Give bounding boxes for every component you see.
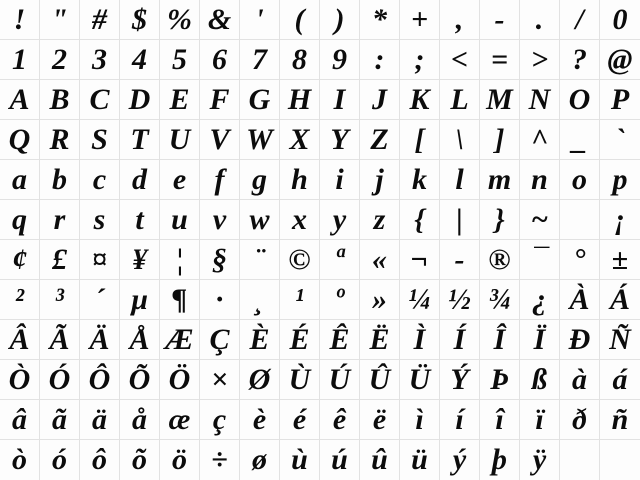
glyph-cell[interactable]: Ú	[320, 360, 360, 400]
glyph-cell[interactable]: z	[360, 200, 400, 240]
glyph-cell[interactable]: ¥	[120, 240, 160, 280]
glyph-cell[interactable]: û	[360, 440, 400, 480]
glyph-cell[interactable]: ]	[480, 120, 520, 160]
glyph-cell[interactable]: µ	[120, 280, 160, 320]
glyph-cell[interactable]: =	[480, 40, 520, 80]
glyph-cell[interactable]: ±	[600, 240, 640, 280]
glyph-cell[interactable]: Ý	[440, 360, 480, 400]
glyph-cell[interactable]: Ê	[320, 320, 360, 360]
glyph-cell[interactable]: ½	[440, 280, 480, 320]
glyph-cell[interactable]: ~	[520, 200, 560, 240]
glyph-cell[interactable]: j	[360, 160, 400, 200]
glyph-cell[interactable]: d	[120, 160, 160, 200]
glyph-cell[interactable]: ²	[0, 280, 40, 320]
glyph-cell[interactable]: ,	[440, 0, 480, 40]
glyph-cell[interactable]: {	[400, 200, 440, 240]
glyph-cell[interactable]: Å	[120, 320, 160, 360]
glyph-cell[interactable]: ®	[480, 240, 520, 280]
glyph-cell[interactable]: Î	[480, 320, 520, 360]
glyph-cell[interactable]: c	[80, 160, 120, 200]
glyph-cell[interactable]: ^	[520, 120, 560, 160]
glyph-cell[interactable]: F	[200, 80, 240, 120]
glyph-cell[interactable]: w	[240, 200, 280, 240]
glyph-cell[interactable]: h	[280, 160, 320, 200]
glyph-cell[interactable]: ß	[520, 360, 560, 400]
glyph-cell[interactable]: Q	[0, 120, 40, 160]
glyph-cell[interactable]: É	[280, 320, 320, 360]
glyph-cell[interactable]: 8	[280, 40, 320, 80]
glyph-cell[interactable]: Ã	[40, 320, 80, 360]
glyph-cell[interactable]: S	[80, 120, 120, 160]
glyph-cell[interactable]: f	[200, 160, 240, 200]
glyph-cell[interactable]: M	[480, 80, 520, 120]
glyph-cell[interactable]: ã	[40, 400, 80, 440]
glyph-cell[interactable]: Ò	[0, 360, 40, 400]
glyph-cell[interactable]: È	[240, 320, 280, 360]
glyph-cell[interactable]: e	[160, 160, 200, 200]
glyph-cell[interactable]: ê	[320, 400, 360, 440]
glyph-cell[interactable]: Ë	[360, 320, 400, 360]
glyph-cell[interactable]: ¼	[400, 280, 440, 320]
glyph-cell[interactable]: ÷	[200, 440, 240, 480]
glyph-cell[interactable]: R	[40, 120, 80, 160]
glyph-cell[interactable]: Õ	[120, 360, 160, 400]
glyph-cell[interactable]: Z	[360, 120, 400, 160]
glyph-cell[interactable]: à	[560, 360, 600, 400]
glyph-cell[interactable]: Á	[600, 280, 640, 320]
glyph-cell[interactable]: Ü	[400, 360, 440, 400]
glyph-cell[interactable]: ï	[520, 400, 560, 440]
glyph-cell[interactable]: Þ	[480, 360, 520, 400]
glyph-cell[interactable]: J	[360, 80, 400, 120]
glyph-cell[interactable]: H	[280, 80, 320, 120]
glyph-cell[interactable]: *	[360, 0, 400, 40]
glyph-cell[interactable]: x	[280, 200, 320, 240]
glyph-cell-empty	[600, 440, 640, 480]
glyph-cell[interactable]: ¬	[400, 240, 440, 280]
glyph-cell[interactable]: Â	[0, 320, 40, 360]
glyph-cell-empty	[560, 200, 600, 240]
glyph-cell[interactable]: D	[120, 80, 160, 120]
glyph-cell[interactable]: "	[40, 0, 80, 40]
glyph-cell[interactable]: )	[320, 0, 360, 40]
glyph-cell[interactable]: ;	[400, 40, 440, 80]
glyph-cell[interactable]: ¡	[600, 200, 640, 240]
glyph-cell[interactable]: W	[240, 120, 280, 160]
glyph-cell[interactable]: Ñ	[600, 320, 640, 360]
glyph-cell[interactable]: a	[0, 160, 40, 200]
glyph-cell[interactable]: ¹	[280, 280, 320, 320]
glyph-cell[interactable]: £	[40, 240, 80, 280]
glyph-cell[interactable]: q	[0, 200, 40, 240]
glyph-cell[interactable]: L	[440, 80, 480, 120]
glyph-cell[interactable]: .	[520, 0, 560, 40]
glyph-cell[interactable]: u	[160, 200, 200, 240]
glyph-cell[interactable]: ç	[200, 400, 240, 440]
glyph-cell[interactable]: y	[320, 200, 360, 240]
glyph-cell[interactable]: ü	[400, 440, 440, 480]
glyph-cell[interactable]: ÿ	[520, 440, 560, 480]
glyph-cell[interactable]: -	[480, 0, 520, 40]
glyph-cell[interactable]: ×	[200, 360, 240, 400]
glyph-cell-empty	[560, 440, 600, 480]
glyph-cell[interactable]: ¤	[80, 240, 120, 280]
glyph-cell[interactable]: ú	[320, 440, 360, 480]
glyph-cell[interactable]: @	[600, 40, 640, 80]
glyph-cell[interactable]: ¯	[520, 240, 560, 280]
glyph-cell[interactable]: ·	[200, 280, 240, 320]
glyph-cell[interactable]: Ì	[400, 320, 440, 360]
glyph-cell[interactable]: r	[40, 200, 80, 240]
glyph-cell[interactable]: :	[360, 40, 400, 80]
glyph-cell[interactable]: î	[480, 400, 520, 440]
glyph-cell[interactable]: ¾	[480, 280, 520, 320]
glyph-cell[interactable]: 0	[600, 0, 640, 40]
glyph-cell[interactable]: À	[560, 280, 600, 320]
glyph-cell[interactable]: 1	[0, 40, 40, 80]
glyph-cell[interactable]: |	[440, 200, 480, 240]
glyph-cell[interactable]: V	[200, 120, 240, 160]
glyph-cell[interactable]: '	[240, 0, 280, 40]
glyph-cell[interactable]: Ö	[160, 360, 200, 400]
glyph-cell[interactable]: Û	[360, 360, 400, 400]
glyph-cell[interactable]: °	[560, 240, 600, 280]
glyph-cell[interactable]: g	[240, 160, 280, 200]
glyph-cell[interactable]: P	[600, 80, 640, 120]
glyph-cell[interactable]: ¸	[240, 280, 280, 320]
glyph-cell[interactable]: ¶	[160, 280, 200, 320]
glyph-cell[interactable]: Æ	[160, 320, 200, 360]
glyph-cell[interactable]: á	[600, 360, 640, 400]
glyph-cell[interactable]: k	[400, 160, 440, 200]
glyph-cell[interactable]: ä	[80, 400, 120, 440]
glyph-cell[interactable]: I	[320, 80, 360, 120]
glyph-cell[interactable]: å	[120, 400, 160, 440]
glyph-cell[interactable]: +	[400, 0, 440, 40]
glyph-cell[interactable]: %	[160, 0, 200, 40]
glyph-cell[interactable]: !	[0, 0, 40, 40]
glyph-cell[interactable]: Ï	[520, 320, 560, 360]
glyph-cell[interactable]: (	[280, 0, 320, 40]
glyph-cell[interactable]: ñ	[600, 400, 640, 440]
glyph-cell[interactable]: Ç	[200, 320, 240, 360]
glyph-cell[interactable]: ø	[240, 440, 280, 480]
glyph-cell[interactable]: 6	[200, 40, 240, 80]
glyph-cell[interactable]: í	[440, 400, 480, 440]
glyph-cell[interactable]: ì	[400, 400, 440, 440]
glyph-cell[interactable]: ¢	[0, 240, 40, 280]
glyph-cell[interactable]: Ø	[240, 360, 280, 400]
glyph-cell[interactable]: º	[320, 280, 360, 320]
glyph-cell[interactable]: 3	[80, 40, 120, 80]
glyph-cell[interactable]: B	[40, 80, 80, 120]
glyph-cell[interactable]: ö	[160, 440, 200, 480]
glyph-cell[interactable]: ©	[280, 240, 320, 280]
glyph-cell[interactable]: ?	[560, 40, 600, 80]
glyph-cell[interactable]: §	[200, 240, 240, 280]
glyph-cell[interactable]: U	[160, 120, 200, 160]
glyph-cell[interactable]: i	[320, 160, 360, 200]
glyph-cell[interactable]: K	[400, 80, 440, 120]
glyph-cell[interactable]: t	[120, 200, 160, 240]
glyph-cell[interactable]: ð	[560, 400, 600, 440]
glyph-cell[interactable]: p	[600, 160, 640, 200]
glyph-cell[interactable]: l	[440, 160, 480, 200]
glyph-cell[interactable]: Ó	[40, 360, 80, 400]
glyph-cell[interactable]: >	[520, 40, 560, 80]
glyph-cell[interactable]: /	[560, 0, 600, 40]
glyph-cell[interactable]: $	[120, 0, 160, 40]
glyph-cell[interactable]: X	[280, 120, 320, 160]
glyph-cell[interactable]: ¦	[160, 240, 200, 280]
glyph-cell[interactable]: -	[440, 240, 480, 280]
glyph-cell[interactable]: }	[480, 200, 520, 240]
glyph-cell[interactable]: Ä	[80, 320, 120, 360]
glyph-cell[interactable]: ´	[80, 280, 120, 320]
glyph-cell[interactable]: ¨	[240, 240, 280, 280]
glyph-cell[interactable]: A	[0, 80, 40, 120]
glyph-cell[interactable]: #	[80, 0, 120, 40]
glyph-cell[interactable]: 5	[160, 40, 200, 80]
glyph-cell[interactable]: 7	[240, 40, 280, 80]
glyph-cell[interactable]: Ù	[280, 360, 320, 400]
glyph-cell[interactable]: o	[560, 160, 600, 200]
glyph-cell[interactable]: õ	[120, 440, 160, 480]
glyph-cell[interactable]: 9	[320, 40, 360, 80]
glyph-cell[interactable]: \	[440, 120, 480, 160]
glyph-cell[interactable]: m	[480, 160, 520, 200]
glyph-cell[interactable]: T	[120, 120, 160, 160]
glyph-cell[interactable]: s	[80, 200, 120, 240]
glyph-cell[interactable]: ¿	[520, 280, 560, 320]
glyph-cell[interactable]: 2	[40, 40, 80, 80]
glyph-cell[interactable]: v	[200, 200, 240, 240]
glyph-cell[interactable]: ë	[360, 400, 400, 440]
glyph-cell[interactable]: G	[240, 80, 280, 120]
glyph-cell[interactable]: þ	[480, 440, 520, 480]
glyph-cell[interactable]: ª	[320, 240, 360, 280]
glyph-cell[interactable]: è	[240, 400, 280, 440]
glyph-cell[interactable]: ý	[440, 440, 480, 480]
glyph-cell[interactable]: n	[520, 160, 560, 200]
glyph-cell[interactable]: ³	[40, 280, 80, 320]
glyph-cell[interactable]: N	[520, 80, 560, 120]
glyph-cell[interactable]: E	[160, 80, 200, 120]
glyph-cell[interactable]: C	[80, 80, 120, 120]
glyph-cell[interactable]: `	[600, 120, 640, 160]
glyph-cell[interactable]: »	[360, 280, 400, 320]
glyph-cell[interactable]: ò	[0, 440, 40, 480]
glyph-cell[interactable]: &	[200, 0, 240, 40]
glyph-cell[interactable]: Ô	[80, 360, 120, 400]
glyph-cell[interactable]: ù	[280, 440, 320, 480]
glyph-cell[interactable]: Í	[440, 320, 480, 360]
glyph-cell[interactable]: æ	[160, 400, 200, 440]
glyph-cell[interactable]: â	[0, 400, 40, 440]
glyph-cell[interactable]: [	[400, 120, 440, 160]
glyph-cell[interactable]: ô	[80, 440, 120, 480]
glyph-cell[interactable]: «	[360, 240, 400, 280]
glyph-cell[interactable]: Ð	[560, 320, 600, 360]
glyph-cell[interactable]: 4	[120, 40, 160, 80]
glyph-cell[interactable]: ó	[40, 440, 80, 480]
glyph-cell[interactable]: <	[440, 40, 480, 80]
glyph-cell[interactable]: é	[280, 400, 320, 440]
glyph-cell[interactable]: O	[560, 80, 600, 120]
glyph-cell[interactable]: b	[40, 160, 80, 200]
glyph-cell[interactable]: _	[560, 120, 600, 160]
glyph-cell[interactable]: Y	[320, 120, 360, 160]
